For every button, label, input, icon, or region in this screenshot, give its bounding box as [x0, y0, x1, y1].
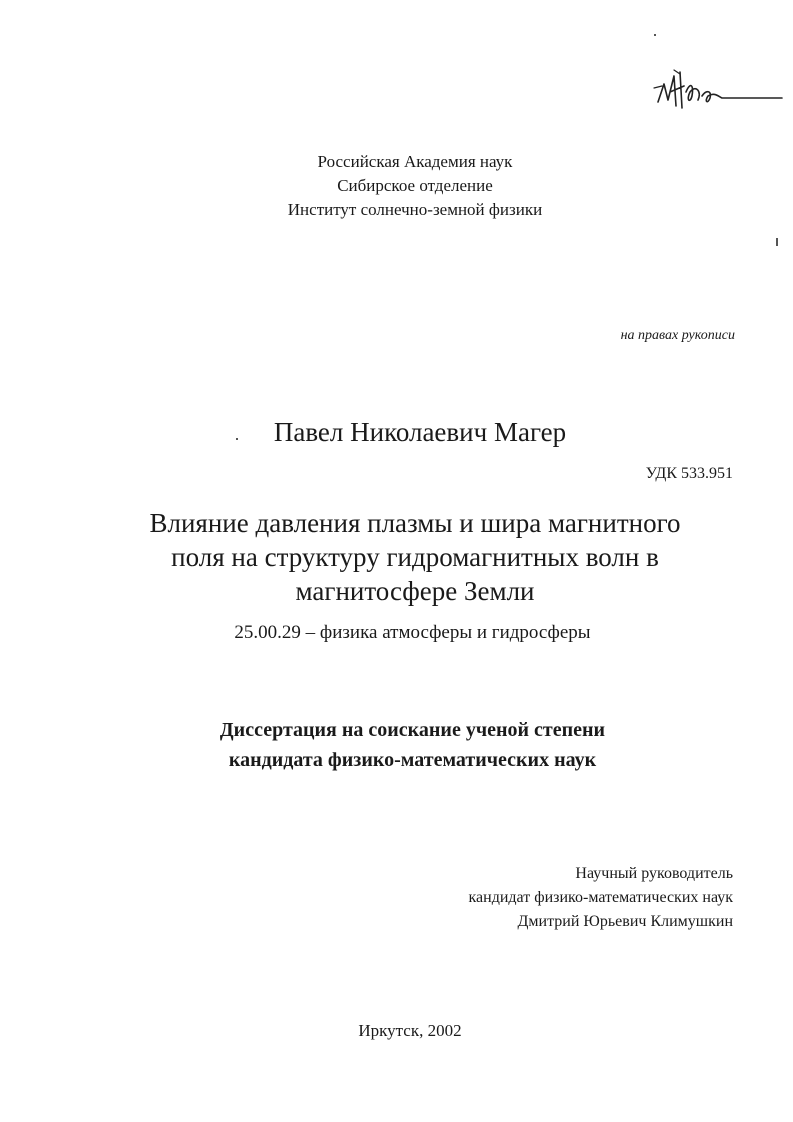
dissertation-title — [0, 506, 793, 608]
degree-line-2: кандидата физико-математических наук — [228, 749, 597, 771]
supervisor-degree: кандидат физико-математических наук — [468, 889, 733, 906]
dissertation-degree — [0, 715, 793, 775]
scan-speck — [654, 34, 656, 36]
organization-header — [0, 150, 793, 222]
author-name: Павел Николаевич Магер — [273, 417, 567, 447]
specialty-code: 25.00.29 – физика атмосферы и гидросферы — [234, 622, 591, 643]
title-line-3: магнитосфере Земли — [295, 576, 535, 606]
supervisor-role: Научный руководитель — [575, 865, 733, 882]
title-line-1: Влияние давления плазмы и шира магнитного — [149, 508, 681, 538]
handwritten-signature-icon — [650, 62, 785, 122]
scan-speck — [776, 238, 778, 246]
udk-code: УДК 533.951 — [645, 465, 733, 482]
degree-line-1: Диссертация на соискание ученой степени — [219, 719, 606, 741]
supervisor-name: Дмитрий Юрьевич Климушкин — [517, 913, 733, 930]
supervisor-block — [469, 862, 733, 934]
place-year: Иркутск, 2002 — [358, 1021, 462, 1040]
title-line-2: поля на структуру гидромагнитных волн в — [171, 542, 659, 572]
organization-institute: Институт солнечно-земной физики — [287, 200, 543, 219]
organization-branch: Сибирское отделение — [337, 176, 493, 195]
organization-academy: Российская Академия наук — [317, 152, 513, 171]
manuscript-note: на правах рукописи — [620, 328, 735, 343]
